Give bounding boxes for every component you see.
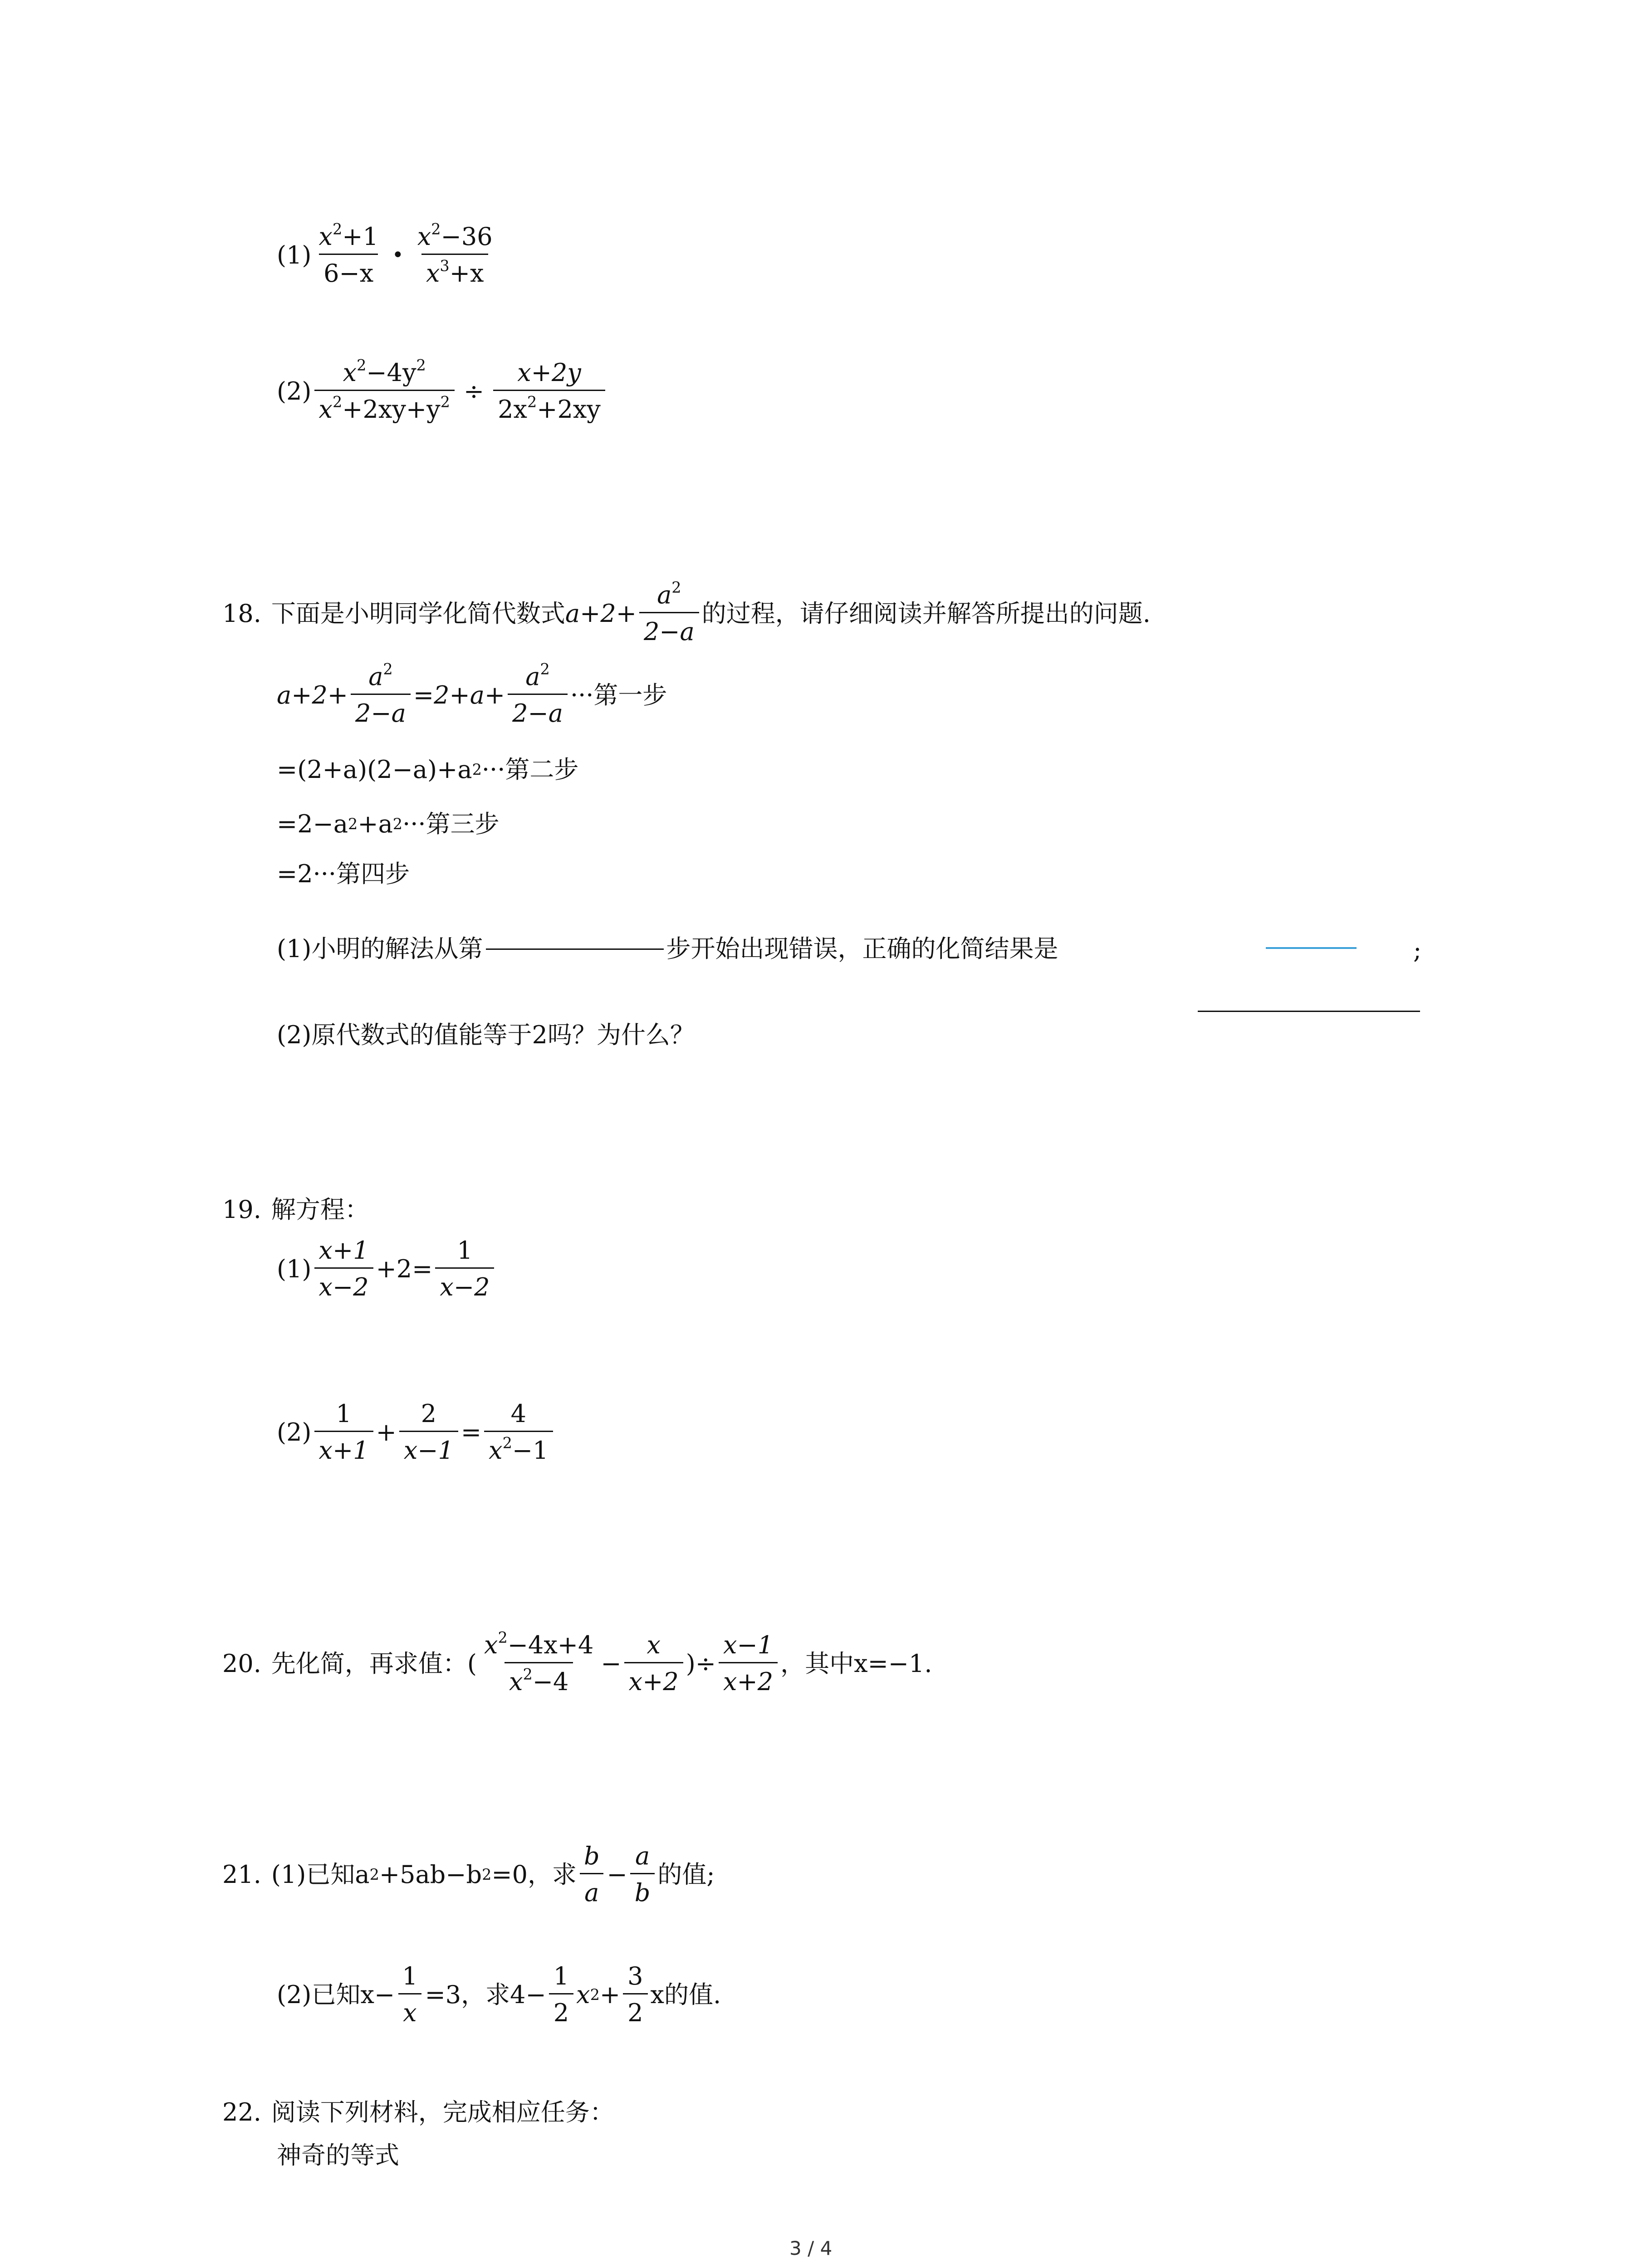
q17-part2 — [277, 356, 608, 424]
q18-step4: =2···第四步 — [277, 860, 410, 888]
q18-sub1: (1)小明的解法从第 步开始出现错误，正确的化简结果是 — [277, 934, 1058, 963]
q22-subtitle: 神奇的等式 — [277, 2141, 399, 2170]
fraction: $\frac{3}{2}$ — [623, 1964, 647, 2025]
fraction: 1 x+1 — [314, 1402, 373, 1463]
q18-sub1-end: ; — [1413, 936, 1422, 964]
q17-p2-label: (2) — [277, 376, 312, 406]
fraction: $x^2-4x+4$ $x^2-4$ — [484, 1628, 594, 1696]
q20: 20. 先化简，再求值：( $x^2-4x+4$ $x^2-4$ − $\frac{x}{x+2}$ )÷ $\frac{x-1}{x+2}$ ，其中x=−1. — [222, 1628, 932, 1696]
q17-part1 — [277, 220, 500, 288]
divide-sign: ÷ — [463, 376, 485, 406]
q22-number: 22. — [222, 2098, 261, 2126]
q18-intro: 18. 下面是小明同学化简代数式 a+2+ $\frac{a^2}{2-a}$ 的过程，请仔细阅读并解答所提出的问题. — [222, 578, 1151, 646]
fraction: $\frac{x^2-4y^2}{x^2+2xy+y^2}$ — [314, 361, 455, 422]
q18-number: 18. — [222, 599, 261, 628]
q21-number: 21. — [222, 1860, 261, 1889]
fraction: $x^2+1$ 6−x — [318, 220, 378, 288]
multiply-dot: • — [392, 243, 404, 267]
fraction: $\frac{a^2}{2-a}$ — [639, 583, 699, 644]
answer-line[interactable] — [1266, 947, 1357, 949]
q21-part2: (2)已知x− $\frac{1}{x}$ =3，求4− $\frac{1}{2}$ x 2 + $\frac{3}{2}$ x的值. — [277, 1962, 721, 2027]
q17-p1-label: (1) — [277, 240, 312, 269]
fraction: $\frac{1}{x-2}$ — [435, 1238, 494, 1300]
q21-part1: 21. (1)已知a 2 +5ab−b 2 =0，求 b a − $\frac{a}{b}$ 的值; — [222, 1842, 715, 1907]
fraction: $\frac{a}{b}$ — [630, 1844, 655, 1905]
fraction: $\frac{1}{2}$ — [549, 1964, 573, 2025]
q19-number: 19. — [222, 1195, 261, 1224]
answer-underline[interactable] — [1198, 1011, 1420, 1012]
fraction: x+1 x−2 — [314, 1238, 373, 1300]
page-number: 3 / 4 — [789, 2237, 833, 2259]
fraction: $\frac{x+2y}{2x^2+2xy}$ — [493, 361, 605, 422]
q18-step2: =(2+a)(2−a)+a 2 ···第二步 — [277, 755, 579, 784]
fraction: $\frac{4}{x^2-1}$ — [484, 1402, 553, 1463]
fraction: $\frac{x}{x+2}$ — [624, 1633, 683, 1694]
q18-step1: a+2+ $\frac{a^2}{2-a}$ =2+a+ $\frac{a^2}{2-a}$ ···第一步 — [277, 660, 667, 728]
fraction: b a — [579, 1844, 604, 1905]
fraction: $\frac{2}{x-1}$ — [399, 1402, 458, 1463]
fraction: $\frac{a^2}{2-a}$ — [508, 665, 568, 726]
fraction: $x^2-36$ $x^3+x$ — [417, 220, 493, 288]
answer-blank[interactable] — [486, 948, 664, 950]
q22-intro: 22. 阅读下列材料，完成相应任务： — [222, 2098, 614, 2126]
fraction: $\frac{1}{x}$ — [397, 1964, 422, 2025]
q19-title: 19. 解方程： — [222, 1195, 369, 1224]
q19-part1: (1) x+1 x−2 +2= $\frac{1}{x-2}$ — [277, 1238, 497, 1300]
q18-sub2: (2)原代数式的值能等于2吗？为什么？ — [277, 1021, 695, 1049]
q20-number: 20. — [222, 1649, 261, 1678]
fraction: $\frac{a^2}{2-a}$ — [351, 665, 411, 726]
q18-step3: =2−a 2 +a 2 ···第三步 — [277, 810, 500, 838]
fraction: $\frac{x-1}{x+2}$ — [719, 1633, 778, 1694]
q19-part2: (2) 1 x+1 + $\frac{2}{x-1}$ = $\frac{4}{x^2-1}$ — [277, 1402, 556, 1463]
